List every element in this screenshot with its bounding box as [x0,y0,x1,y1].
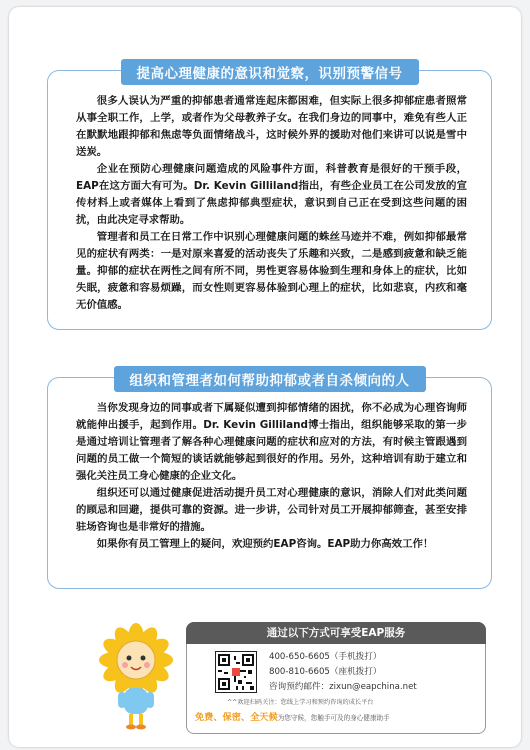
qr-code-icon[interactable] [215,651,257,693]
section-awareness [47,66,492,330]
paragraph: 企业在预防心理健康问题造成的风险事件方面，科普教育是很好的干预手段，EAP在这方面大有可为。Dr. Kevin Gilliland指出，有些企业员工在公司发放的宣传材料上或者媒体上看到了焦虑抑郁典型症状，意识到自己正在受到这些问题的困扰，由此决定寻求帮助。 [76,163,467,226]
slogan [195,709,390,723]
section-help [47,373,492,589]
section-title: 组织和管理者如何帮助抑郁或者自杀倾向的人 [114,366,426,392]
section-body [76,400,467,553]
phone-mobile[interactable]: 400-650-6605（手机拨打） [269,652,382,662]
sunflower-mascot-icon [96,622,176,732]
paragraph: 如果你有员工管理上的疑问，欢迎预约EAP咨询。EAP助力你高效工作！ [96,538,434,550]
contact-box [186,622,486,734]
paragraph: 当你发现身边的同事或者下属疑似遭到抑郁情绪的困扰，你不必成为心理咨询师就能伸出援手，起到作用。Dr. Kevin Gilliland博士指出，组织能够采取的第一步是通过培训让管理者了解各种心理健康问题的症状和应对的方法，有时候主管跟遇到问题的员工做一个简短的谈话就能够起到很好的作用。另外，这种培训有助于建立和强化关注员工身心健康的企业文化。 [76,402,467,482]
qr-note: ^^欢迎扫码关注：您线上学习和预约咨询的成长平台 [227,699,374,706]
paragraph: 管理者和员工在日常工作中识别心理健康问题的蛛丝马迹并不难，例如抑郁最常见的症状有两类：一是对原来喜爱的活动丧失了乐趣和兴致，二是感到疲惫和缺乏能量。抑郁的症状在两性之间有所不同，男性更容易体验到生理和身体上的症状，比如失眠，疲惫和容易烦躁，而女性则更容易体验到心理上的症状，比如悲哀，内疚和毫无价值感。 [76,231,467,311]
slogan-text: 为您守候，您触手可及的身心健康助手 [277,714,390,722]
slogan-highlight: 免费、保密、全天候 [195,712,278,723]
section-title: 提高心理健康的意识和觉察，识别预警信号 [121,59,419,85]
contact-header: 通过以下方式可享受EAP服务 [186,622,486,644]
phone-landline[interactable]: 800-810-6605（座机拨打） [269,667,382,677]
email-line[interactable]: 咨询预约邮件：zixun@eapchina.net [269,682,417,692]
paragraph: 组织还可以通过健康促进活动提升员工对心理健康的意识，消除人们对此类问题的顾忌和回避，提供可靠的资源。进一步讲，公司针对员工开展抑郁筛查，甚至安排驻场咨询也是非常好的措施。 [76,487,467,533]
contact-info [269,650,417,695]
section-body [76,93,467,314]
paragraph: 很多人误认为严重的抑郁患者通常连起床都困难，但实际上很多抑郁症患者照常从事全职工作，上学，或者作为父母教养子女。在我们身边的同事中，难免有些人正在默默地跟抑郁和焦虑等负面情绪战斗，这时候外界的援助对他们来讲可以说是雪中送炭。 [76,95,467,158]
